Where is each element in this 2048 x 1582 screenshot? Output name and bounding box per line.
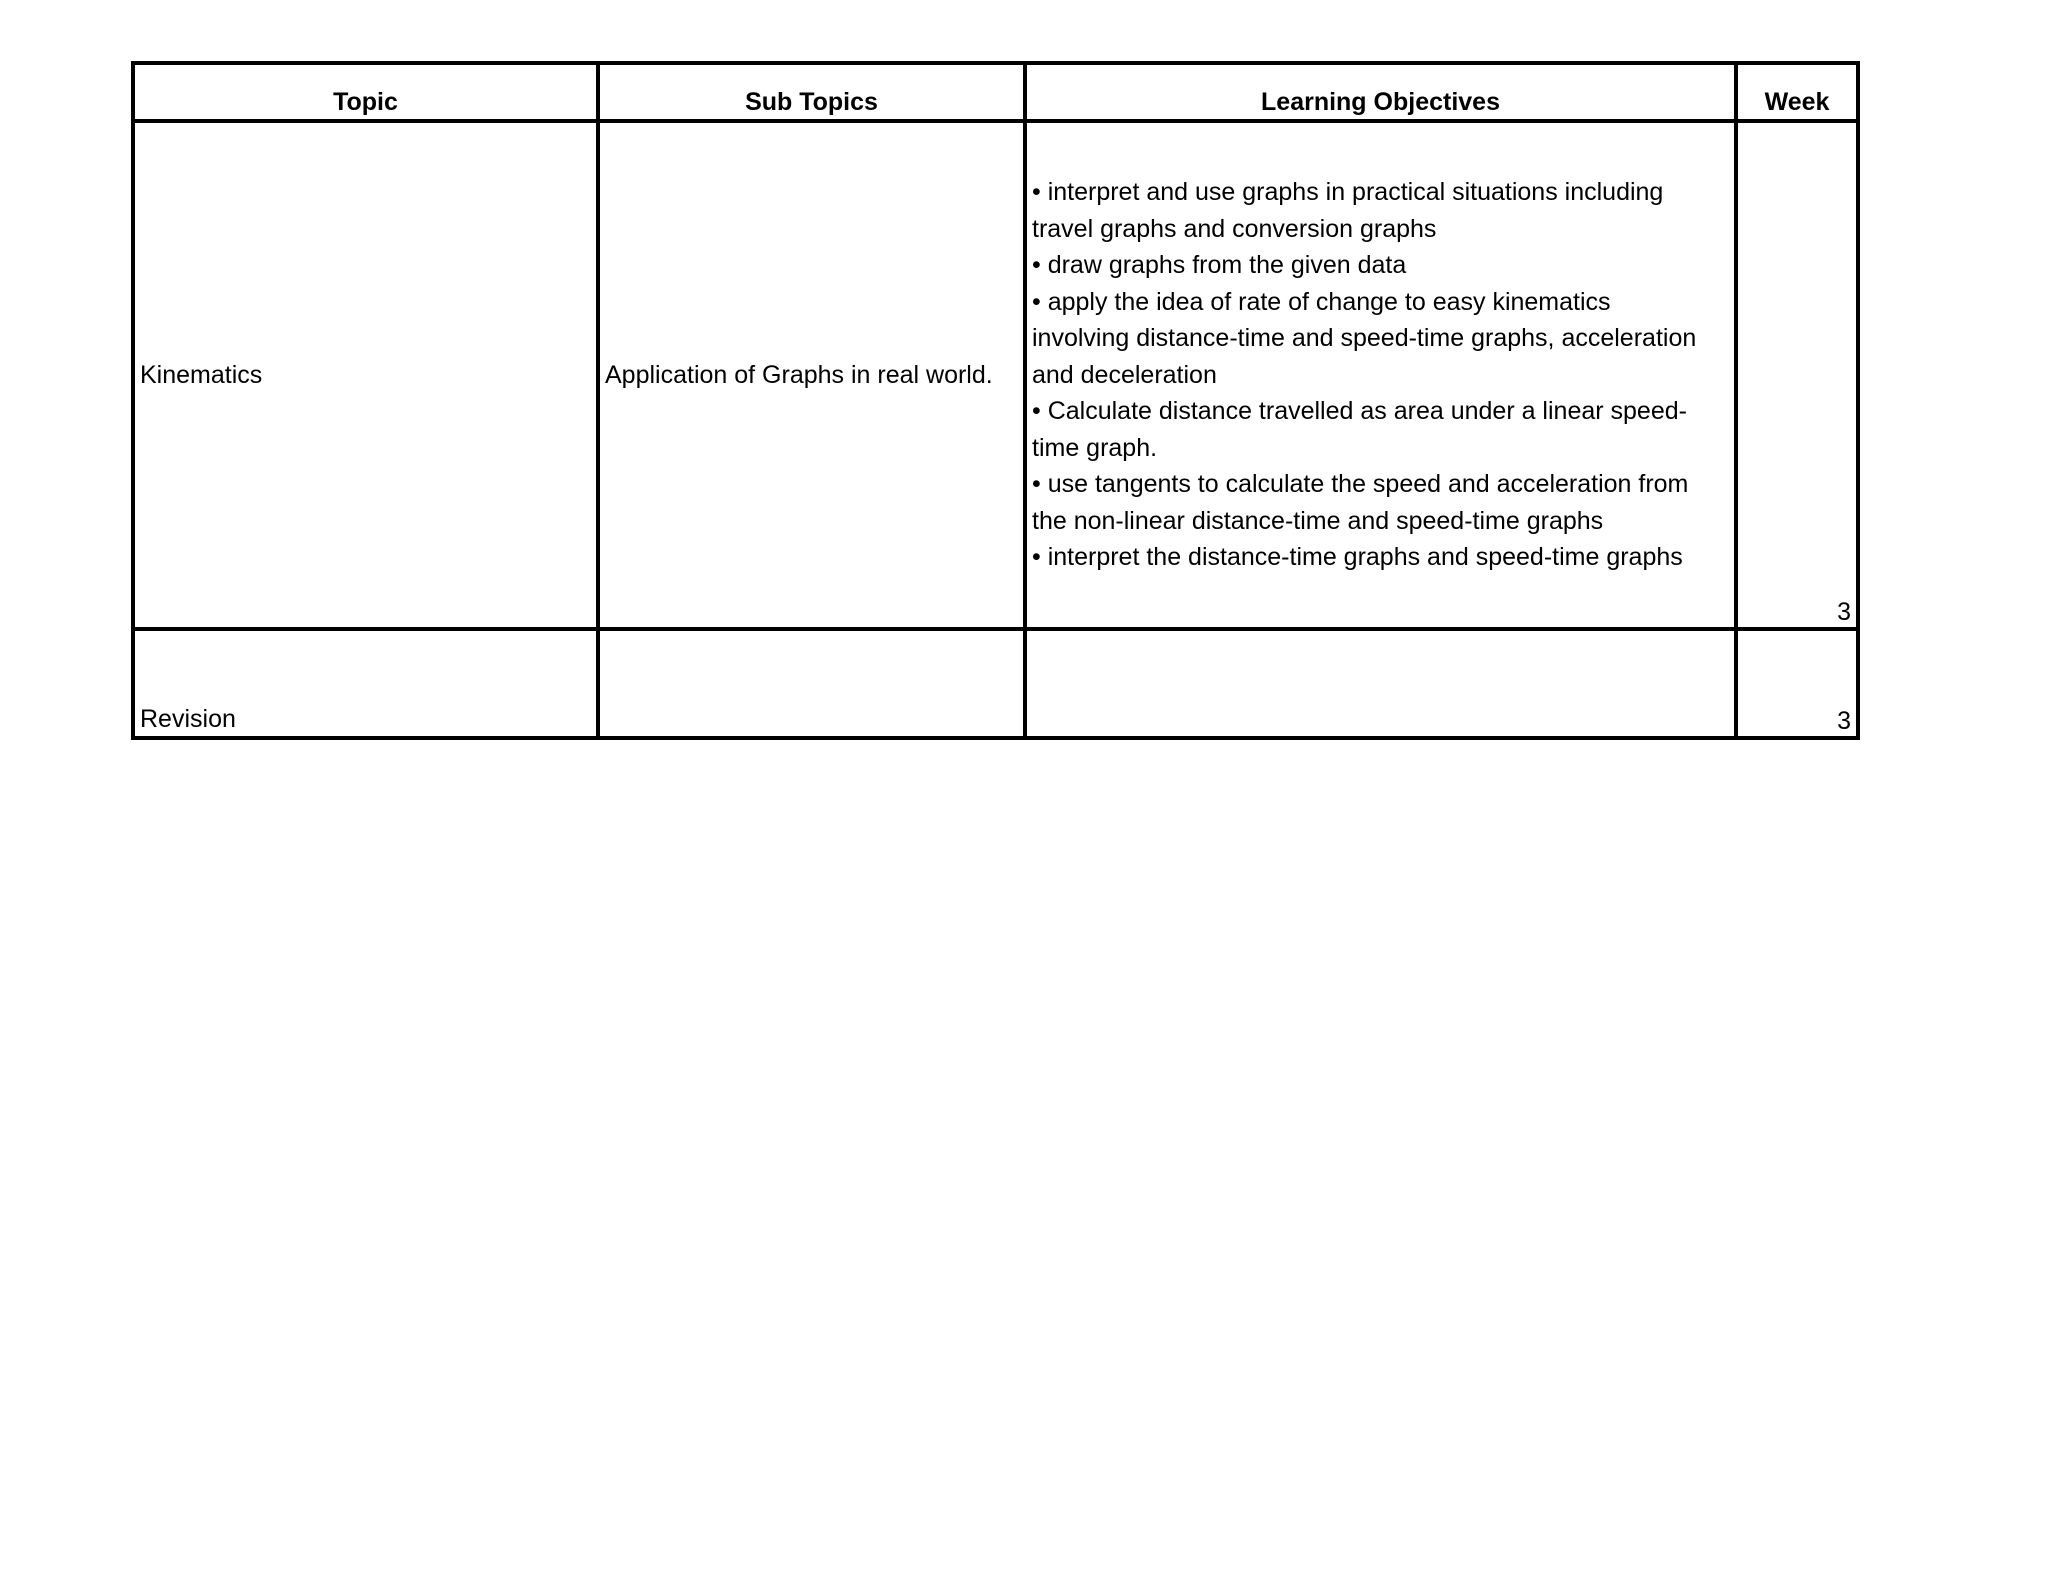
objective-line: • interpret and use graphs in practical situations including [1032,178,1664,207]
header-row [133,63,1858,121]
objective-line: • apply the idea of rate of change to easy kinematics [1032,287,1611,316]
objective-line: travel graphs and conversion graphs [1032,214,1437,243]
topic-cell: Revision [133,629,598,738]
topic-cell: Kinematics [133,121,598,629]
header-topic: Topic [133,63,598,121]
objective-line: involving distance-time and speed-time graphs, acceleration [1032,324,1697,353]
week-cell: 3 [1736,121,1858,629]
header-learning-objectives: Learning Objectives [1025,63,1736,121]
subtopic-cell [598,629,1025,738]
learning-objectives-cell [1025,629,1736,738]
header-subtopics: Sub Topics [598,63,1025,121]
objective-line: • use tangents to calculate the speed and acceleration from [1032,470,1689,499]
objective-line: time graph. [1032,433,1158,462]
subtopic-cell: Application of Graphs in real world. [598,121,1025,629]
syllabus-table [131,61,1860,740]
objective-line: the non-linear distance-time and speed-time graphs [1032,506,1604,535]
objective-line: • interpret the distance-time graphs and speed-time graphs [1032,543,1683,572]
learning-objectives-cell [1025,121,1736,629]
objective-line: and deceleration [1032,360,1217,389]
objective-line: • Calculate distance travelled as area under a linear speed- [1032,397,1687,426]
table-row [133,629,1858,738]
header-week: Week [1736,63,1858,121]
table-row [133,121,1858,629]
week-cell: 3 [1736,629,1858,738]
objective-line: • draw graphs from the given data [1032,251,1407,280]
